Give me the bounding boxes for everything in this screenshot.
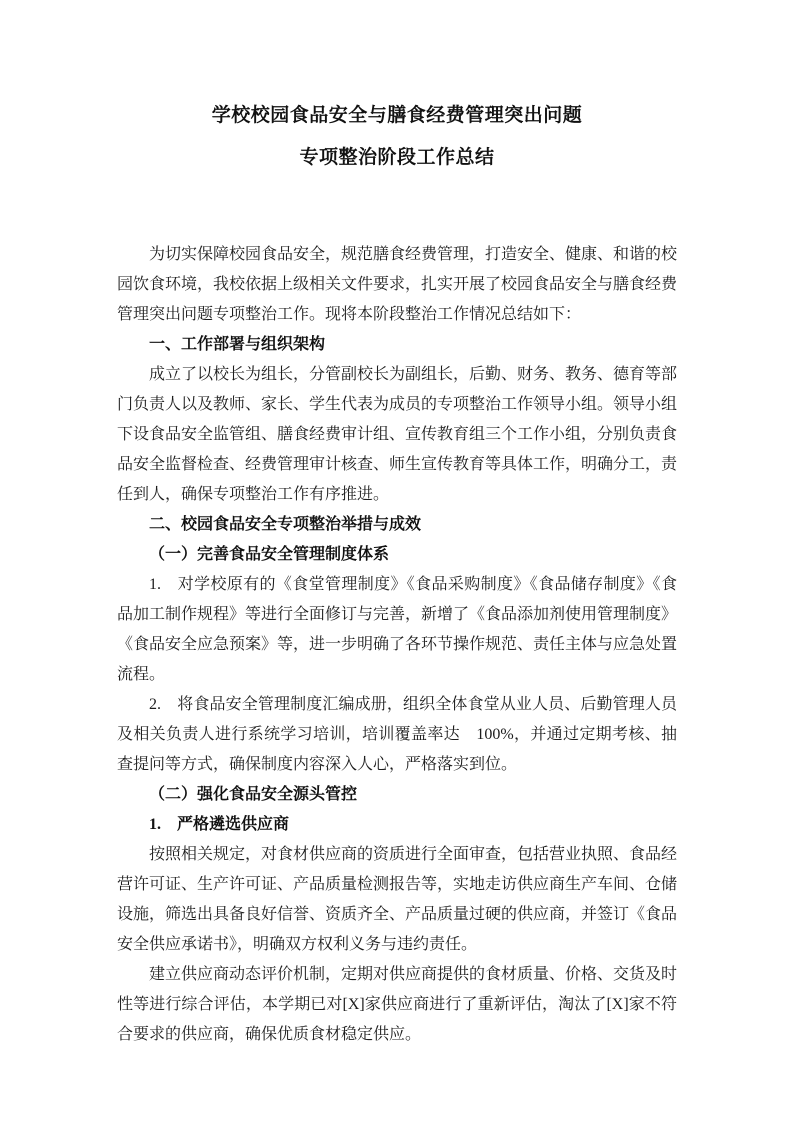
paragraph-supplier-review: 按照相关规定，对食材供应商的资质进行全面审查，包括营业执照、食品经营许可证、生产许可证、产品质量检测报告等，实地走访供应商生产车间、仓储设施，筛选出具备良好信誉、资质齐全、产品质量过硬的供应商，并签订《食品安全供应承诺书》，明确双方权利义务与违约责任。 — [117, 846, 678, 953]
paragraph-item-1: 1. 对学校原有的《食堂管理制度》《食品采购制度》《食品储存制度》《食品加工制作规程》等进行全面修订与完善，新增了《食品添加剂使用管理制度》《食品安全应急预案》等，进一步明确了各环节操作规范、责任主体与应急处置流程。 — [117, 576, 678, 683]
heading-subsection-2: （二）强化食品安全源头管控 — [149, 786, 358, 803]
heading-section-2: 二、校园食品安全专项整治举措与成效 — [149, 516, 422, 533]
document-title-line1: 学校校园食品安全与膳食经费管理突出问题 — [211, 105, 583, 126]
paragraph-intro: 为切实保障校园食品安全，规范膳食经费管理，打造安全、健康、和谐的校园饮食环境，我校依据上级相关文件要求，扎实开展了校园食品安全与膳食经费管理突出问题专项整治工作。现将本阶段整治工作情况总结如下： — [117, 246, 678, 323]
document-title-line2: 专项整治阶段工作总结 — [299, 147, 495, 168]
paragraph-supplier-evaluation: 建立供应商动态评价机制，定期对供应商提供的食材质量、价格、交货及时性等进行综合评估，本学期已对[X]家供应商进行了重新评估，淘汰了[X]家不符合要求的供应商，确保优质食材稳定供应。 — [117, 966, 678, 1043]
paragraph-org-structure: 成立了以校长为组长，分管副校长为副组长，后勤、财务、教务、德育等部门负责人以及教师、家长、学生代表为成员的专项整治工作领导小组。领导小组下设食品安全监管组、膳食经费审计组、宣传教育组三个工作小组，分别负责食品安全监督检查、经费管理审计核查、师生宣传教育等具体工作，明确分工，责任到人，确保专项整治工作有序推进。 — [117, 366, 678, 503]
heading-numbered-1: 1. 严格遴选供应商 — [149, 816, 290, 833]
heading-subsection-1: （一）完善食品安全管理制度体系 — [149, 546, 390, 563]
paragraph-item-2: 2. 将食品安全管理制度汇编成册，组织全体食堂从业人员、后勤管理人员及相关负责人进行系统学习培训，培训覆盖率达 100%，并通过定期考核、抽查提问等方式，确保制度内容深入人心，严格落实到位。 — [117, 696, 677, 773]
document-body — [117, 240, 677, 1050]
heading-section-1: 一、工作部署与组织架构 — [149, 336, 326, 353]
